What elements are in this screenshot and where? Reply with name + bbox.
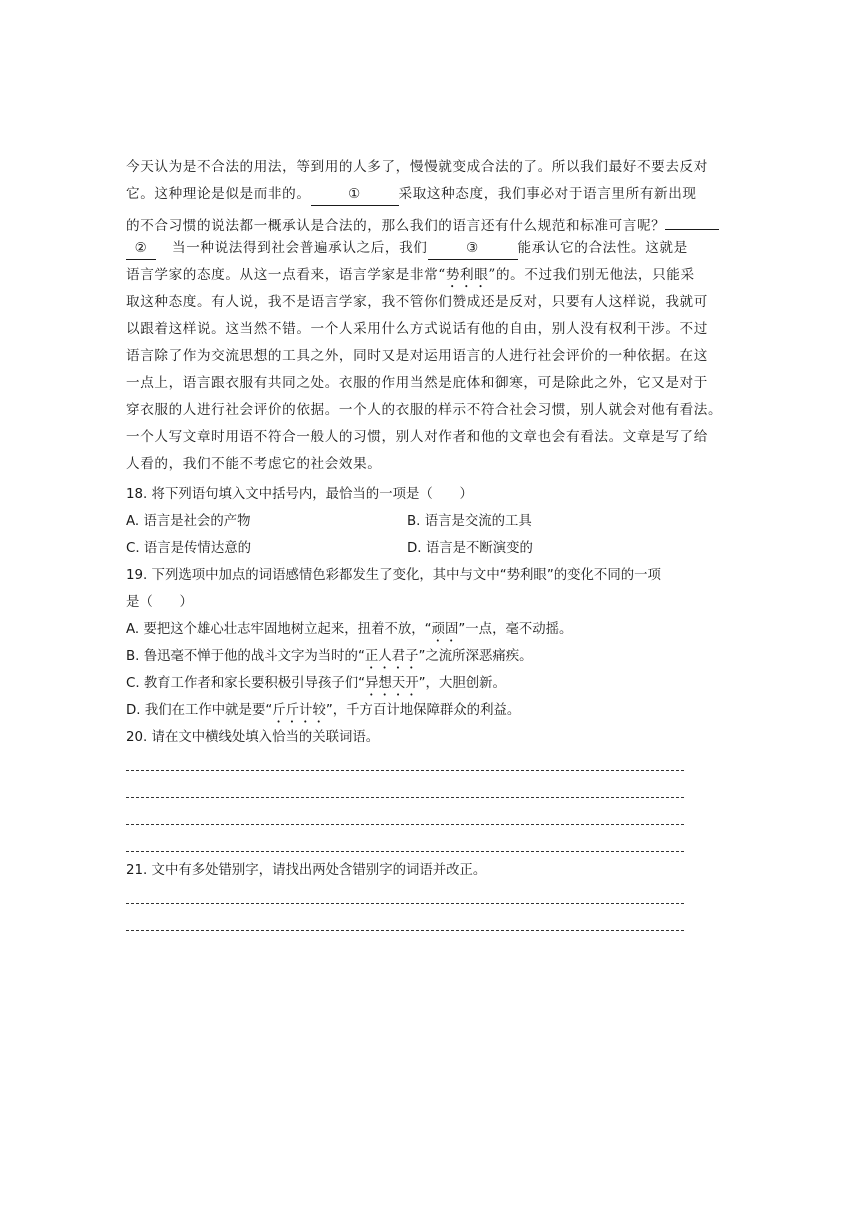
q18-option-c[interactable]: C. 语言是传情达意的	[126, 541, 251, 556]
answer-line[interactable]	[126, 903, 684, 904]
emphasized-word: 顽固	[431, 622, 459, 637]
q19-option-b[interactable]	[126, 643, 533, 672]
passage-line: 人看的，我们不能不考虑它的社会效果。	[126, 456, 382, 472]
answer-line[interactable]	[126, 930, 684, 931]
reading-passage	[126, 154, 723, 478]
option-text: C. 教育工作者和家长要积极引导孩子们“	[126, 676, 366, 691]
answer-line[interactable]	[126, 851, 684, 852]
q18-option-b[interactable]: B. 语言是交流的工具	[407, 514, 532, 529]
passage-line	[126, 262, 695, 289]
passage-line: 一点上，语言跟衣服有共同之处。衣服的作用当然是庇体和御寒，可是除此之外，它又是对于	[126, 375, 708, 391]
passage-line	[126, 235, 688, 262]
answer-line[interactable]	[126, 797, 684, 798]
q19-option-c[interactable]	[126, 670, 506, 699]
emphasized-word: 势利眼	[445, 267, 489, 283]
passage-text: 它。这种理论是似是而非的。	[126, 186, 311, 202]
blank-3[interactable]: ③	[428, 238, 518, 260]
blank-2[interactable]: ②	[126, 238, 156, 260]
passage-text: 当一种说法得到社会普遍承认之后，我们	[172, 240, 428, 256]
q18-option-a[interactable]: A. 语言是社会的产物	[126, 514, 251, 529]
option-text: ”，千方百计地保障群众的利益。	[325, 703, 521, 718]
question-18-stem: 18. 将下列语句填入文中括号内，最恰当的一项是（ ）	[126, 487, 473, 502]
option-text: B. 鲁迅毫不惮于他的战斗文字为当时的“	[126, 649, 365, 664]
option-text: ”，大胆创新。	[418, 676, 506, 691]
blank-2-start[interactable]	[665, 208, 719, 230]
passage-line: 语言除了作为交流思想的工具之外，同时又是对运用语言的人进行社会评价的一种依据。在这	[126, 348, 708, 364]
emphasized-word: 正人君子	[364, 649, 419, 664]
q18-option-d[interactable]: D. 语言是不断演变的	[407, 541, 533, 556]
question-19-stem-cont: 是（ ）	[126, 595, 193, 610]
passage-line: 今天认为是不合法的用法，等到用的人多了，慢慢就变成合法的了。所以我们最好不要去反对	[126, 159, 708, 175]
q19-option-a[interactable]	[126, 616, 572, 645]
passage-line	[126, 181, 697, 208]
question-21-stem: 21. 文中有多处错别字，请找出两处含错别字的词语并改正。	[126, 863, 487, 878]
emphasized-word: 斤斤计较	[272, 703, 326, 718]
answer-line[interactable]	[126, 824, 684, 825]
passage-line: 一个人写文章时用语不符合一般人的习惯，别人对作者和他的文章也会有看法。文章是写了给	[126, 429, 708, 445]
passage-line	[126, 208, 688, 235]
passage-text: 语言学家的态度。从这一点看来，语言学家是非常“	[126, 267, 446, 283]
question-20-stem: 20. 请在文中横线处填入恰当的关联词语。	[126, 730, 380, 745]
emphasized-word: 异想天开	[365, 676, 419, 691]
option-text: ”一点，毫不动摇。	[458, 622, 573, 637]
answer-line[interactable]	[126, 770, 684, 771]
question-19-stem: 19. 下列选项中加点的词语感情色彩都发生了变化，其中与文中“势利眼”的变化不同的一项	[126, 568, 661, 583]
passage-text: ”的。不过我们别无他法，只能采	[488, 267, 695, 283]
option-text: A. 要把这个雄心壮志牢固地树立起来，扭着不放，“	[126, 622, 432, 637]
passage-line: 以跟着这样说。这当然不错。一个人采用什么方式说话有他的自由，别人没有权利干涉。不过	[126, 321, 708, 337]
option-text: ”之流所深恶痛疾。	[418, 649, 533, 664]
blank-1[interactable]: ①	[311, 184, 399, 206]
option-text: D. 我们在工作中就是要“	[126, 703, 273, 718]
passage-text: 能承认它的合法性。这就是	[517, 240, 688, 256]
passage-line: 穿衣服的人进行社会评价的依据。一个人的衣服的样示不符合社会习惯，别人就会对他有看法。	[126, 402, 723, 418]
passage-line: 取这种态度。有人说，我不是语言学家，我不管你们赞成还是反对，只要有人这样说，我就可	[126, 294, 708, 310]
passage-text: 采取这种态度，我们事必对于语言里所有新出现	[398, 186, 697, 202]
q19-option-d[interactable]	[126, 697, 520, 726]
passage-text: 的不合习惯的说法都一概承认是合法的，那么我们的语言还有什么规范和标准可言呢？	[126, 218, 666, 234]
